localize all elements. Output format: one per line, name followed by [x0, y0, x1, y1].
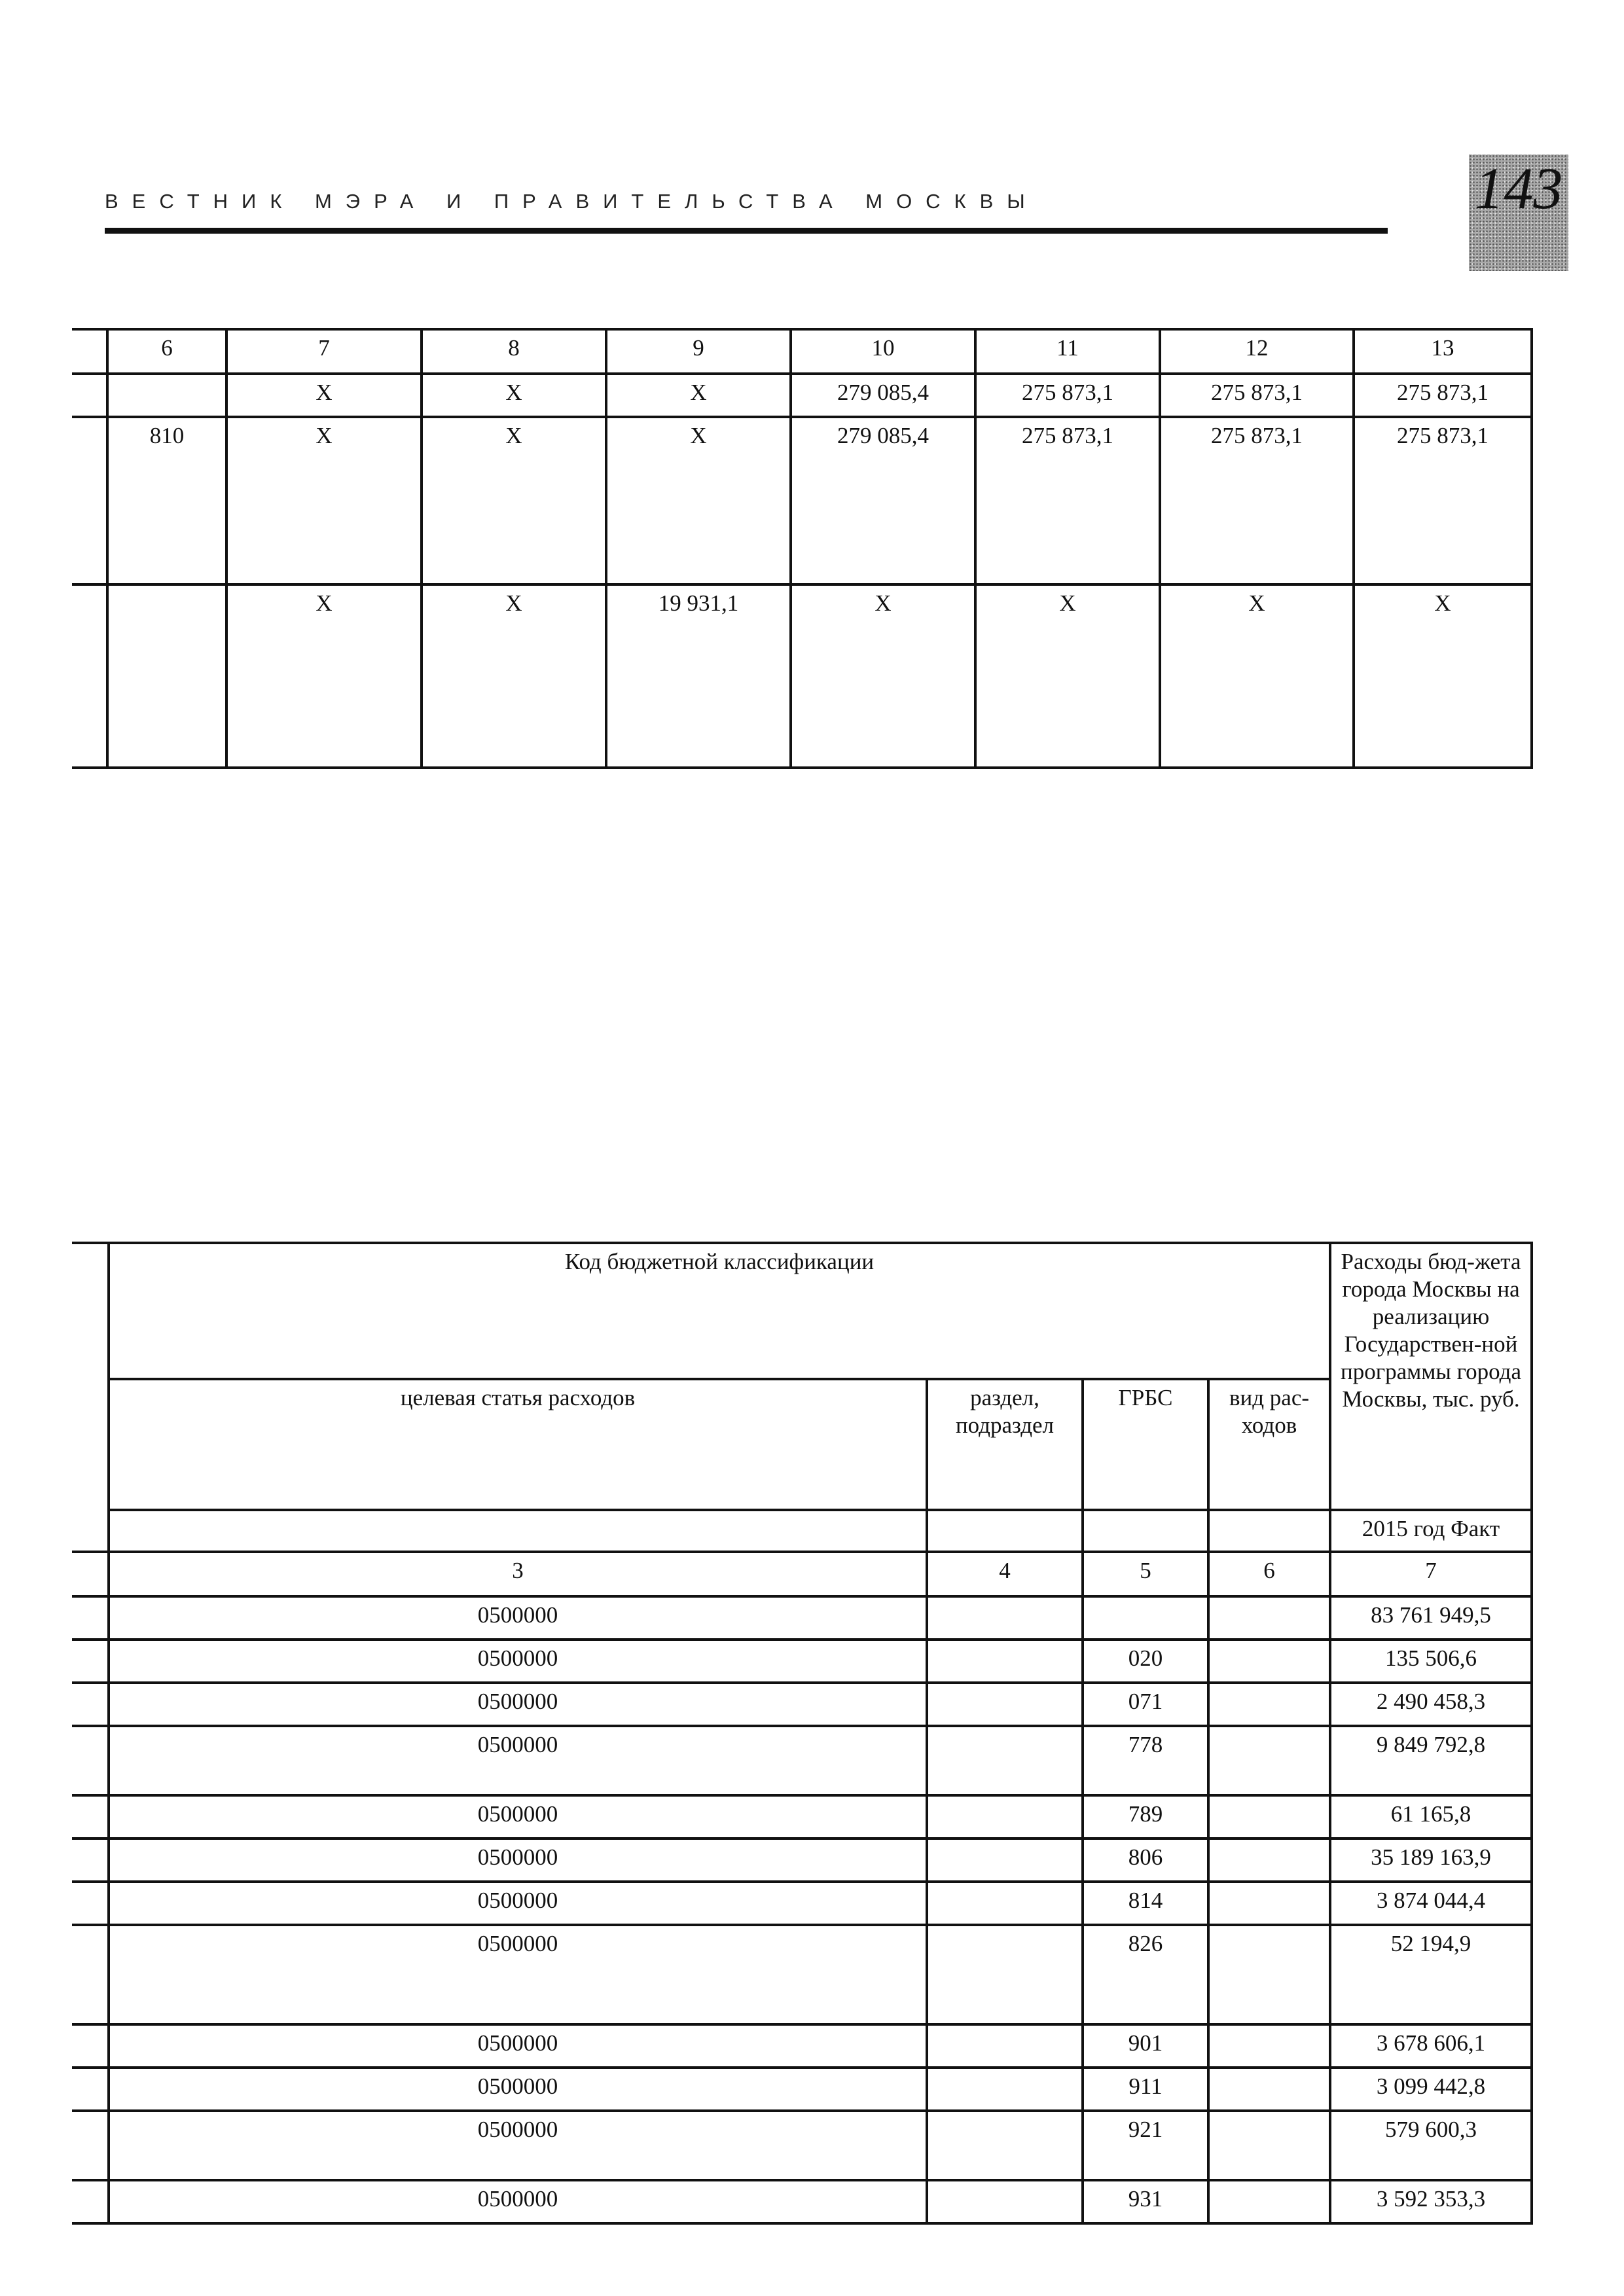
- table-row: [72, 584, 1532, 768]
- table-row: [72, 2068, 1532, 2111]
- table-cell: Х: [975, 584, 1160, 768]
- table-cell: 275 873,1: [975, 417, 1160, 584]
- table-row: [72, 417, 1532, 584]
- empty-header-cell: [1083, 1510, 1208, 1552]
- table-cell: Х: [422, 374, 606, 417]
- left-stub: [72, 1882, 109, 1925]
- left-stub: [72, 1552, 109, 1596]
- upper-col-header: 6: [107, 329, 226, 374]
- table-cell: 83 761 949,5: [1330, 1596, 1532, 1640]
- table-cell: 826: [1083, 1925, 1208, 2024]
- table-cell: [927, 1683, 1083, 1726]
- table-row: [72, 1882, 1532, 1925]
- table-row: [72, 374, 1532, 417]
- upper-col-header: 8: [422, 329, 606, 374]
- table-cell: Х: [422, 584, 606, 768]
- table-cell: 275 873,1: [975, 374, 1160, 417]
- table-cell: [927, 2111, 1083, 2180]
- table-cell: Х: [791, 584, 975, 768]
- table-cell: [1208, 2111, 1330, 2180]
- table-cell: Х: [226, 584, 422, 768]
- table-cell: 0500000: [109, 1882, 927, 1925]
- table-cell: 0500000: [109, 1925, 927, 2024]
- table-row: [72, 2024, 1532, 2068]
- left-stub: [72, 2180, 109, 2223]
- table-cell: 0500000: [109, 1726, 927, 1795]
- table-cell: [1208, 1596, 1330, 1640]
- table-row: [72, 2180, 1532, 2223]
- table-cell: [1208, 1925, 1330, 2024]
- page-number-badge: [1469, 154, 1568, 271]
- table-cell: [1208, 1683, 1330, 1726]
- upper-left-stub: [72, 584, 107, 768]
- table-cell: 3 678 606,1: [1330, 2024, 1532, 2068]
- left-stub: [72, 2068, 109, 2111]
- col-number: 4: [927, 1552, 1083, 1596]
- table-cell: [927, 1596, 1083, 1640]
- table-cell: [107, 584, 226, 768]
- left-stub: [72, 2024, 109, 2068]
- table-cell: [1208, 1640, 1330, 1683]
- upper-col-header: 9: [606, 329, 791, 374]
- table-cell: 135 506,6: [1330, 1640, 1532, 1683]
- left-stub: [72, 1839, 109, 1882]
- grbs-header: ГРБС: [1083, 1379, 1208, 1510]
- table-row: [72, 1596, 1532, 1640]
- table-row: [72, 2111, 1532, 2180]
- table-cell: 35 189 163,9: [1330, 1839, 1532, 1882]
- table-cell: 921: [1083, 2111, 1208, 2180]
- left-stub: [72, 1795, 109, 1839]
- target-article-header: целевая статья расходов: [109, 1379, 927, 1510]
- budget-classification-table: [72, 1242, 1533, 2225]
- table-cell: 0500000: [109, 1683, 927, 1726]
- table-cell: [1208, 1795, 1330, 1839]
- page-number: 143: [1474, 156, 1563, 221]
- header-row: [72, 1243, 1532, 1379]
- table-cell: 778: [1083, 1726, 1208, 1795]
- table-cell: [927, 1726, 1083, 1795]
- table-cell: Х: [606, 417, 791, 584]
- table-cell: 0500000: [109, 2111, 927, 2180]
- section-header: раздел, подраздел: [927, 1379, 1083, 1510]
- table-cell: 19 931,1: [606, 584, 791, 768]
- table-cell: [1208, 2180, 1330, 2223]
- table-row: [72, 1726, 1532, 1795]
- header-row: [72, 1510, 1532, 1552]
- upper-data-table: [72, 328, 1533, 769]
- table-cell: 275 873,1: [1160, 374, 1354, 417]
- table-cell: 0500000: [109, 1640, 927, 1683]
- table-cell: [927, 2180, 1083, 2223]
- col-number: 6: [1208, 1552, 1330, 1596]
- table-cell: 0500000: [109, 2068, 927, 2111]
- table-row: [72, 1839, 1532, 1882]
- table-cell: [927, 2068, 1083, 2111]
- expenditure-header: Расходы бюд-жета города Москвы на реализацию Государствен-ной программы города Москвы, тыс. руб.: [1330, 1243, 1532, 1510]
- table-cell: 3 592 353,3: [1330, 2180, 1532, 2223]
- table-cell: [1208, 1726, 1330, 1795]
- table-cell: Х: [422, 417, 606, 584]
- table-cell: [927, 1640, 1083, 1683]
- table-cell: Х: [226, 374, 422, 417]
- table-cell: [927, 1882, 1083, 1925]
- left-stub: [72, 1243, 109, 1552]
- table-cell: 52 194,9: [1330, 1925, 1532, 2024]
- empty-header-cell: [927, 1510, 1083, 1552]
- left-stub: [72, 1925, 109, 2024]
- upper-col-header: 13: [1354, 329, 1532, 374]
- table-cell: [1208, 1839, 1330, 1882]
- left-stub: [72, 1683, 109, 1726]
- col-number: 5: [1083, 1552, 1208, 1596]
- table-cell: 931: [1083, 2180, 1208, 2223]
- table-cell: 579 600,3: [1330, 2111, 1532, 2180]
- table-cell: 0500000: [109, 2180, 927, 2223]
- table-cell: [927, 1839, 1083, 1882]
- table-cell: Х: [226, 417, 422, 584]
- table-cell: 0500000: [109, 2024, 927, 2068]
- upper-col-header: 12: [1160, 329, 1354, 374]
- table-cell: 279 085,4: [791, 417, 975, 584]
- upper-left-stub: [72, 374, 107, 417]
- table-cell: [927, 1925, 1083, 2024]
- table-row: [72, 1683, 1532, 1726]
- table-cell: Х: [1160, 584, 1354, 768]
- table-cell: [1083, 1596, 1208, 1640]
- upper-left-stub: [72, 329, 107, 374]
- upper-left-stub: [72, 417, 107, 584]
- upper-col-header: 11: [975, 329, 1160, 374]
- table-cell: 806: [1083, 1839, 1208, 1882]
- upper-column-numbers-row: [72, 329, 1532, 374]
- table-cell: 3 874 044,4: [1330, 1882, 1532, 1925]
- table-cell: 810: [107, 417, 226, 584]
- table-cell: 911: [1083, 2068, 1208, 2111]
- empty-header-cell: [1208, 1510, 1330, 1552]
- table-cell: [1208, 2068, 1330, 2111]
- table-cell: 275 873,1: [1354, 374, 1532, 417]
- table-cell: 9 849 792,8: [1330, 1726, 1532, 1795]
- table-cell: 789: [1083, 1795, 1208, 1839]
- table-cell: 3 099 442,8: [1330, 2068, 1532, 2111]
- table-cell: 279 085,4: [791, 374, 975, 417]
- left-stub: [72, 1596, 109, 1640]
- journal-title: ВЕСТНИК МЭРА И ПРАВИТЕЛЬСТВА МОСКВЫ: [105, 190, 1039, 213]
- table-cell: 0500000: [109, 1596, 927, 1640]
- table-cell: [1208, 2024, 1330, 2068]
- left-stub: [72, 2111, 109, 2180]
- table-cell: 275 873,1: [1160, 417, 1354, 584]
- table-cell: 901: [1083, 2024, 1208, 2068]
- table-cell: [107, 374, 226, 417]
- column-numbers-row: [72, 1552, 1532, 1596]
- table-cell: Х: [1354, 584, 1532, 768]
- table-row: [72, 1795, 1532, 1839]
- table-cell: [927, 2024, 1083, 2068]
- table-cell: 0500000: [109, 1839, 927, 1882]
- table-cell: 814: [1083, 1882, 1208, 1925]
- table-row: [72, 1640, 1532, 1683]
- col-number: 7: [1330, 1552, 1532, 1596]
- table-cell: 61 165,8: [1330, 1795, 1532, 1839]
- table-cell: 071: [1083, 1683, 1208, 1726]
- budget-classification-header: Код бюджетной классификации: [109, 1243, 1330, 1379]
- table-cell: 020: [1083, 1640, 1208, 1683]
- table-cell: [1208, 1882, 1330, 1925]
- expense-type-header: вид рас-ходов: [1208, 1379, 1330, 1510]
- empty-header-cell: [109, 1510, 927, 1552]
- table-cell: 0500000: [109, 1795, 927, 1839]
- header-row: [72, 1379, 1532, 1510]
- table-row: [72, 1925, 1532, 2024]
- left-stub: [72, 1640, 109, 1683]
- upper-col-header: 10: [791, 329, 975, 374]
- table-cell: 2 490 458,3: [1330, 1683, 1532, 1726]
- table-cell: 275 873,1: [1354, 417, 1532, 584]
- year-header: 2015 год Факт: [1330, 1510, 1532, 1552]
- col-number: 3: [109, 1552, 927, 1596]
- upper-col-header: 7: [226, 329, 422, 374]
- header-rule: [105, 228, 1388, 234]
- table-cell: [927, 1795, 1083, 1839]
- left-stub: [72, 1726, 109, 1795]
- table-cell: Х: [606, 374, 791, 417]
